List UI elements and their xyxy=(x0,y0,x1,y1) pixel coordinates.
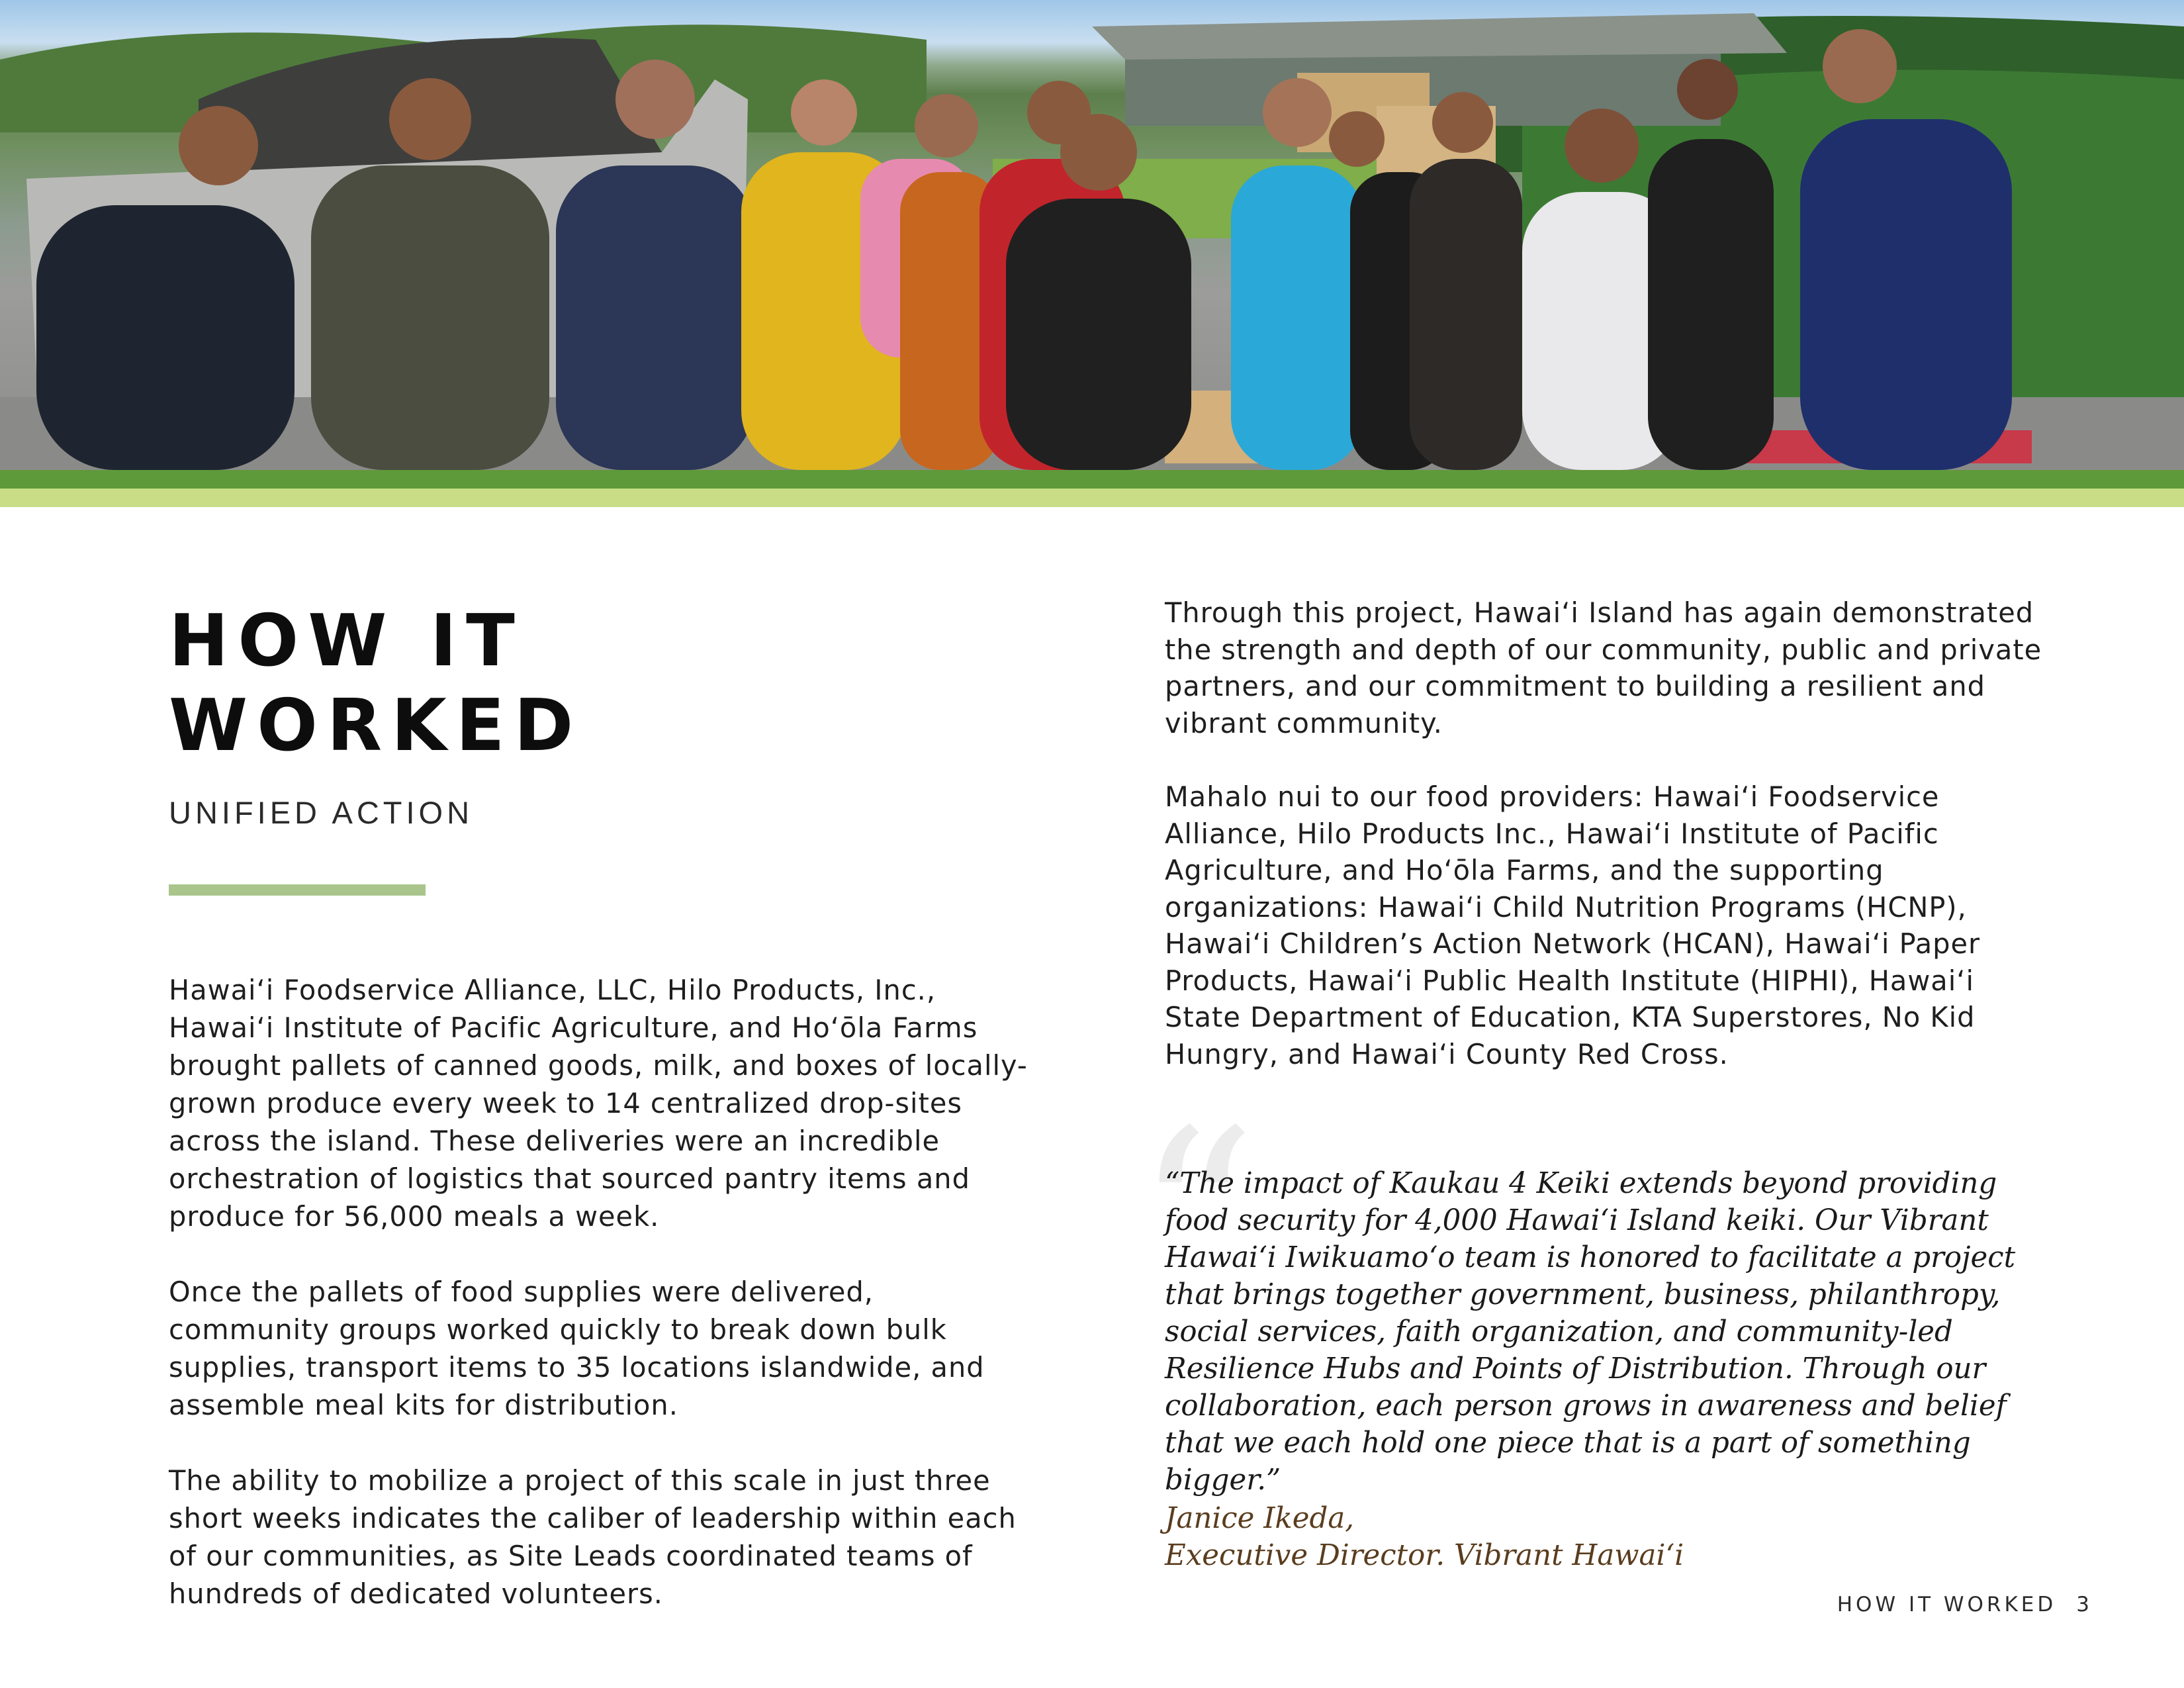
attribution-title: Executive Director. Vibrant Hawai‘i xyxy=(1165,1539,1684,1572)
quote-attribution xyxy=(1165,1500,1684,1574)
accent-divider xyxy=(169,884,426,896)
footer-section-label: HOW IT WORKED xyxy=(1837,1593,2057,1617)
left-column-body xyxy=(169,971,1042,1650)
header-band-light xyxy=(0,489,2184,507)
page-subtitle: UNIFIED ACTION xyxy=(169,795,474,830)
body-paragraph: Through this project, Hawai‘i Island has again demonstrated the strength and depth of our community, public and private partners, and our commitment to building a resilient and vibrant community. xyxy=(1165,596,2042,739)
hero-photo xyxy=(0,0,2184,470)
page-title-line-2: WORKED xyxy=(169,684,583,767)
body-paragraph: Once the pallets of food supplies were delivered, community groups worked quickly to break down bulk supplies, transport items to 35 locations islandwide, and assemble meal kits for distribution. xyxy=(169,1276,985,1421)
page-footer xyxy=(1837,1593,2093,1617)
quote-mark-icon: “ xyxy=(1135,1079,1257,1356)
group-photo-illustration xyxy=(0,0,2184,470)
page-title-line-1: HOW IT xyxy=(169,600,524,682)
body-paragraph: The ability to mobilize a project of this scale in just three short weeks indicates the caliber of leadership within each of our communities, as Site Leads coordinated teams of hundreds of dedicated volunteers. xyxy=(169,1464,1017,1610)
right-column-body xyxy=(1165,594,2045,1109)
body-paragraph: Hawai‘i Foodservice Alliance, LLC, Hilo Products, Inc., Hawai‘i Institute of Pacific Agriculture, and Ho‘ōla Farms brought pallets of canned goods, milk, and boxes of locally-grown produce every week to 14 centralized drop-sites across the island. These deliveries were an incredible orchestration of logistics that sourced pantry items and produce for 56,000 meals a week. xyxy=(169,974,1028,1233)
pull-quote: “The impact of Kaukau 4 Keiki extends beyond providing food security for 4,000 Hawai‘i Island keiki. Our Vibrant Hawai‘i Iwikuamo‘o team is honored to facilitate a project that brings together government, business, philanthropy, social services, faith organization, and community-led Resilience Hubs and Points of Distribution. Through our collaboration, each person grows in awareness and belief that we each hold one piece that is a part of something bigger.” xyxy=(1165,1167,2016,1497)
page-title xyxy=(169,599,897,769)
header-band-dark xyxy=(0,470,2184,489)
page-number: 3 xyxy=(2076,1593,2093,1617)
body-paragraph: Mahalo nui to our food providers: Hawai‘i Foodservice Alliance, Hilo Products Inc., Hawai‘i Institute of Pacific Agriculture, and Ho‘ōla Farms, and the supporting organizations: Hawai‘i Child Nutrition Programs (HCNP), Hawai‘i Children’s Action Network (HCAN), Hawai‘i Paper Products, Hawai‘i Public Health Institute (HIPHI), Hawai‘i State Department of Education, KTA Superstores, No Kid Hungry, and Hawai‘i County Red Cross. xyxy=(1165,780,1981,1070)
attribution-name: Janice Ikeda, xyxy=(1165,1502,1355,1535)
